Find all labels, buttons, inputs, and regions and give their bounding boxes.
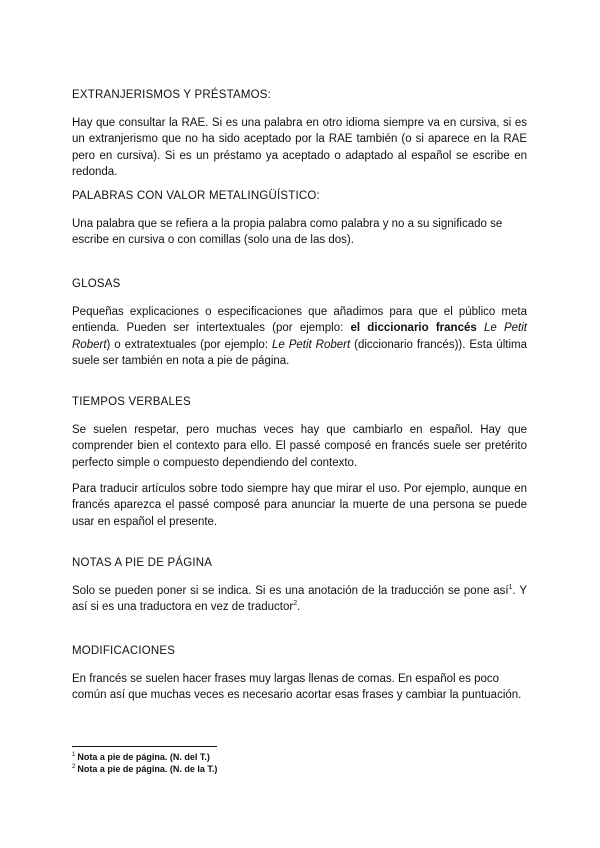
footnote-ref-1[interactable]: 1 [508, 584, 513, 591]
section-title-metalinguistico: PALABRAS CON VALOR METALINGÜÍSTICO: [72, 190, 320, 202]
glosas-space [477, 322, 484, 334]
section-title-extranjerismos: EXTRANJERISMOS Y PRÉSTAMOS: [72, 89, 272, 101]
paragraph-metalinguistico: Una palabra que se refiera a la propia palabra como palabra y no a su significado se escribe en cursiva o con comillas (solo una de las dos). [72, 218, 503, 247]
glosas-italic-example-1: Le Petit Robert [72, 322, 527, 351]
footnote-2 [72, 764, 217, 775]
paragraph-modificaciones: En francés se suelen hacer frases muy largas llenas de comas. En español es poco común así que muchas veces es necesario acortar esas frases y cambiar la puntuación. [72, 673, 522, 702]
notas-text-3: . [297, 601, 301, 614]
footnote-2-mark: 2 [72, 764, 76, 770]
glosas-text-1: Pequeñas explicaciones o especificaciones que añadimos para que el público meta entienda. Pueden ser intertextuales (por ejemplo: [72, 306, 527, 335]
paragraph-tiempos-2: Para traducir artículos sobre todo siempre hay que mirar el uso. Por ejemplo, aunque en francés aparezca el passé composé para anunciar la muerte de una persona se puede usar en español el presente. [72, 483, 527, 528]
notas-text-1: Solo se pueden poner si se indica. Si es una anotación de la traducción se pone así [72, 585, 509, 597]
footnote-2-text: Nota a pie de página. (N. de la T.) [77, 764, 218, 774]
section-title-modificaciones: MODIFICACIONES [72, 645, 176, 657]
glosas-text-2: ) o extratextuales (por ejemplo: [106, 338, 272, 351]
glosas-text-3: (diccionario francés)). Esta última suele ser también en nota a pie de página. [72, 338, 527, 368]
paragraph-notas [72, 583, 527, 616]
paragraph-tiempos-1: Se suelen respetar, pero muchas veces hay que cambiarlo en español. Hay que comprender bien el contexto para ello. El passé composé en francés suele ser pretérito perfecto simple o compuesto dependiendo del contexto. [72, 424, 527, 469]
section-title-tiempos: TIEMPOS VERBALES [72, 396, 191, 408]
notas-text-2: . Y así si es una traductora en vez de traductor [72, 585, 527, 614]
glosas-italic-example-2: Le Petit Robert [271, 338, 351, 351]
section-title-glosas: GLOSAS [72, 278, 121, 290]
footnote-separator [72, 746, 217, 747]
paragraph-glosas [72, 304, 527, 370]
glosas-bold-example: el diccionario francés [350, 322, 477, 335]
footnote-1-mark: 1 [72, 752, 76, 758]
footnote-1 [72, 752, 210, 763]
footnote-ref-2[interactable]: 2 [293, 600, 298, 608]
paragraph-extranjerismos: Hay que consultar la RAE. Si es una palabra en otro idioma siempre va en cursiva, si es un extranjerismo que no ha sido aceptado por la RAE también (o si aparece en la RAE pero en cursiva). Si es un préstamo ya aceptado o adaptado al español se escribe en redonda. [72, 117, 527, 179]
section-title-notas: NOTAS A PIE DE PÁGINA [72, 557, 213, 569]
footnote-1-text: Nota a pie de página. (N. del T.) [77, 752, 210, 762]
